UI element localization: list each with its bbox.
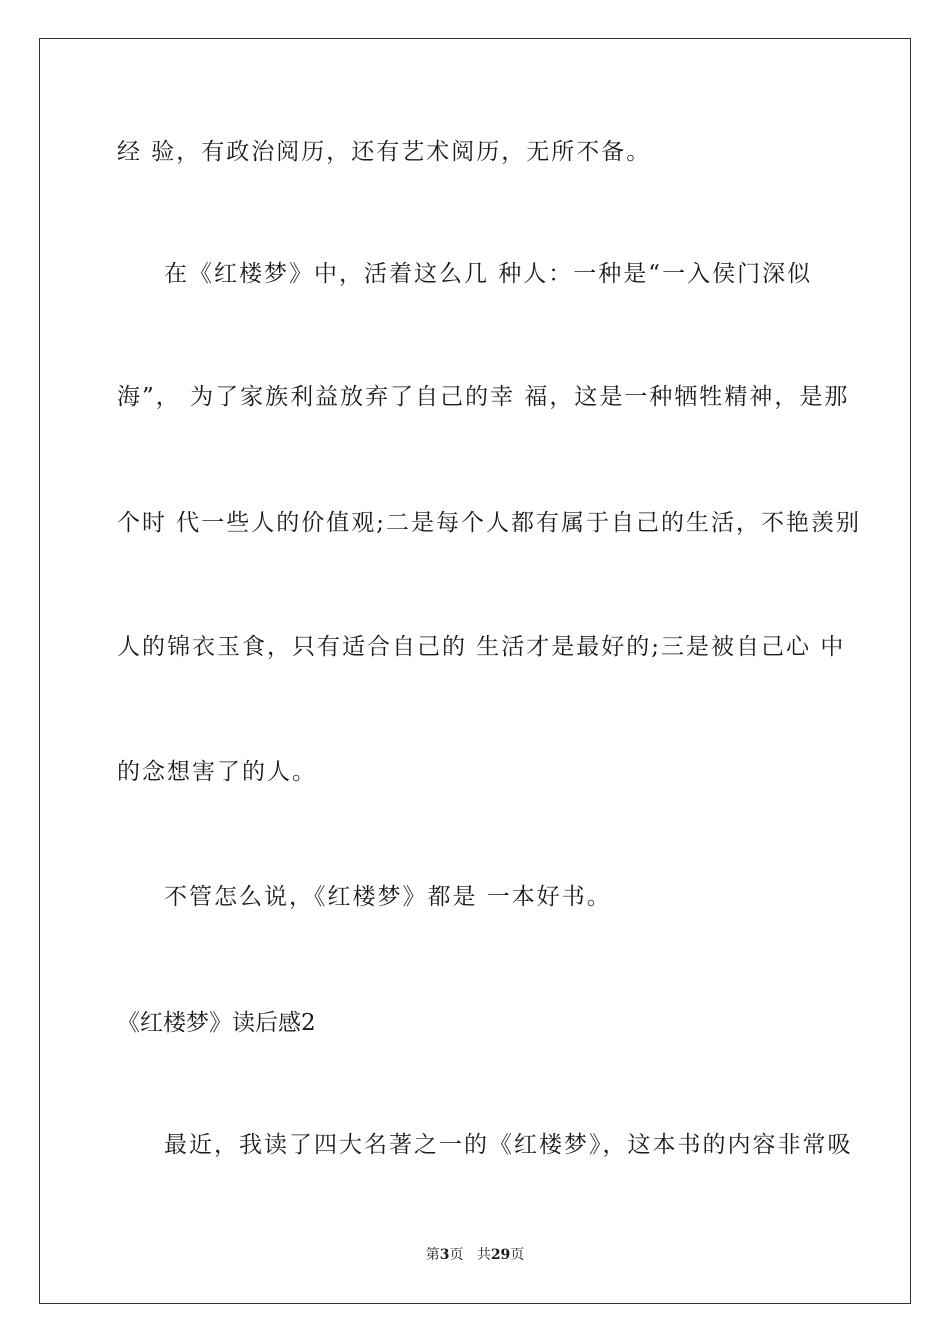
paragraph-line: 最近，我读了四大名著之一的《红楼梦》，这本书的内容非常吸 (164, 1132, 853, 1158)
total-prefix: 共 (476, 1247, 491, 1263)
total-suffix: 页 (510, 1247, 525, 1263)
page-number: 3 (439, 1247, 450, 1263)
total-pages: 29 (490, 1247, 511, 1263)
paragraph-line: 海”， 为了家族利益放弃了自己的幸 福，这是一种牺牲精神，是那 (117, 384, 850, 410)
page-border (39, 38, 911, 1304)
paragraph-line: 不管怎么说，《红楼梦》都是 一本好书。 (164, 884, 612, 910)
paragraph-line: 经 验，有政治阅历，还有艺术阅历，无所不备。 (117, 139, 652, 165)
paragraph-line: 在《红楼梦》中，活着这么几 种人：一种是“一入侯门深似 (164, 261, 813, 287)
page-suffix: 页 (449, 1247, 464, 1263)
paragraph-line: 的念想害了的人。 (117, 759, 317, 785)
page-prefix: 第 (425, 1247, 440, 1263)
page-footer (0, 1245, 950, 1265)
section-heading: 《红楼梦》读后感2 (117, 1010, 316, 1036)
paragraph-line: 个时 代一些人的价值观;二是每个人都有属于自己的生活，不艳羡别 (117, 510, 862, 536)
paragraph-line: 人的锦衣玉食，只有适合自己的 生活才是最好的;三是被自己心 中 (117, 634, 846, 660)
